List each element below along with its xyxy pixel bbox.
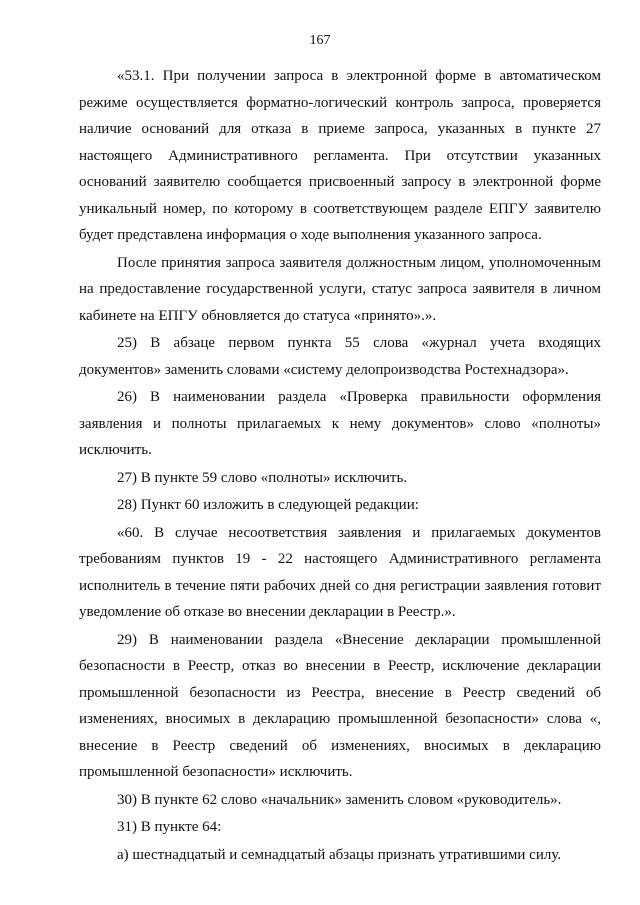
paragraph-item-29: 29) В наименовании раздела «Внесение декларации промышленной безопасности в Реестр, отказ во внесении в Реестр, исключение декларации промышленной безопасности из Реестра, внесение в Реестр сведений об изменениях, вносимых в декларацию промышленной безопасности» слова «, внесение в Реестр сведений об изменениях, вносимых в декларацию промышленной безопасности» исключить. — [79, 631, 601, 780]
paragraph-item-26: 26) В наименовании раздела «Проверка правильности оформления заявления и полноты прилагаемых к нему документов» слово «полноты» исключить. — [79, 389, 601, 458]
document-body — [79, 63, 601, 869]
paragraph-item-27: 27) В пункте 59 слово «полноты» исключить. — [117, 469, 408, 486]
paragraph-60: «60. В случае несоответствия заявления и прилагаемых документов требованиям пунктов 19 - 22 настоящего Административного регламента исполнитель в течение пяти рабочих дней со дня регистрации заявления готовит уведомление об отказе во внесении декларации в Реестр.». — [79, 524, 601, 620]
paragraph-item-31-a: а) шестнадцатый и семнадцатый абзацы признать утратившими силу. — [117, 846, 562, 863]
paragraph-item-25: 25) В абзаце первом пункта 55 слова «журнал учета входящих документов» заменить словами «систему делопроизводства Ростехнадзора». — [79, 335, 601, 378]
paragraph-53-1: «53.1. При получении запроса в электронной форме в автоматическом режиме осуществляется форматно-логический контроль запроса, проверяется наличие оснований для отказа в приеме запроса, указанных в пункте 27 настоящего Административного регламента. При отсутствии указанных оснований заявителю сообщается присвоенный запросу в электронной форме уникальный номер, по которому в соответствующем разделе ЕПГУ заявителю будет представлена информация о ходе выполнения указанного запроса. — [79, 68, 601, 243]
paragraph-status-update: После принятия запроса заявителя должностным лицом, уполномоченным на предоставление государственной услуги, статус запроса заявителя в личном кабинете на ЕПГУ обновляется до статуса «принято».». — [79, 254, 601, 324]
page-number: 167 — [309, 33, 331, 48]
paragraph-item-30: 30) В пункте 62 слово «начальник» заменить словом «руководитель». — [117, 791, 562, 808]
paragraph-item-31: 31) В пункте 64: — [117, 819, 222, 835]
paragraph-item-28: 28) Пункт 60 изложить в следующей редакции: — [117, 497, 419, 513]
